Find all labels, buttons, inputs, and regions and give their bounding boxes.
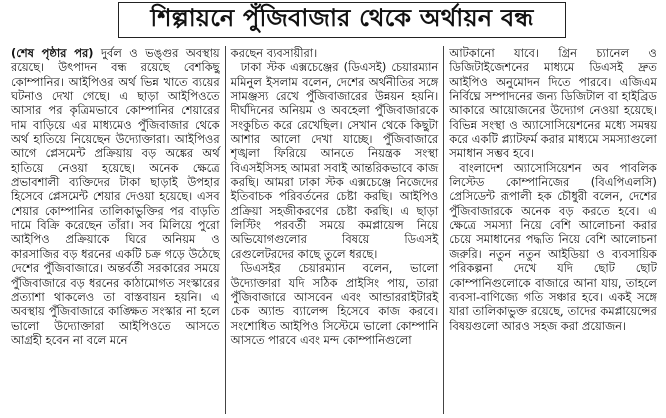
paragraph: ঢাকা স্টক এক্সচেঞ্জের (ডিএসই) চেয়ারম্যান মমিনুল ইসলাম বলেন, দেশের অর্থনীতির সঙ্গে সামঞ্জস্য রেখে পুঁজিবাজারের উন্নয়ন হয়নি। দীর্ঘদিনের অনিয়ম ও অবহেলা পুঁজিবাজারকে সংকুচিত করে রেখেছিল। সেখান থেকে কিছুটা আশার আলো দেখা যাচ্ছে। পুঁজিবাজারে শৃঙ্খলা ফিরিয়ে আনতে নিয়ন্ত্রক সংস্থা বিএসইসিসহ আমরা সবাই আন্তরিকভাবে কাজ করছি। আমরা ঢাকা স্টক এক্সচেঞ্জে নিজেদের ইতিবাচক পরিবর্তনের চেষ্টা করছি। আইপিও প্রক্রিয়া সহজীকরণের চেষ্টা করছি। এ ছাড়া লিস্টিং পরবর্তী সময়ে কমপ্লায়েন্স নিয়ে অভিযোগগুলোর বিষয়ে ডিএসই রেগুলেটরদের কাছে তুলে ধরছে। [230, 60, 439, 261]
headline: শিল্পায়নে পুঁজিবাজার থেকে অর্থায়ন বন্ধ [118, 2, 566, 38]
paragraph: করছেন ব্যবসায়ীরা। [230, 46, 318, 60]
column-1 [6, 46, 225, 414]
paragraph: বাংলাদেশ অ্যাসোসিয়েশন অব পাবলিক লিস্টেড কোম্পানিজের (বিএপিএলসি) প্রেসিডেন্ট রূপালী হক চৌধুরী বলেন, দেশের পুঁজিবাজারকে অনেক বড় করতে হবে। এ ক্ষেত্রে সমস্যা নিয়ে বেশি আলোচনা করার চেয়ে সমাধানের পদ্ধতি নিয়ে বেশি আলোচনা জরুরি। নতুন নতুন আইডিয়া ও ব্যবসায়িক পরিকল্পনা দেখে যদি ছোট ছোট কোম্পানিগুলোকে বাজারে আনা যায়, তাহলে ব্যবসা-বাণিজ্যে গতি সঞ্চার হবে। একই সঙ্গে যারা তালিকাভুক্ত রয়েছে, তাদের কমপ্লায়েন্সের বিষয়গুলো আরও সহজ করা প্রয়োজন। [449, 160, 657, 333]
continued-marker: (শেষ পৃষ্ঠার পর) [11, 46, 94, 60]
article-body [6, 46, 662, 414]
paragraph: আটকানো যাবে। গ্রিন চ্যানেল ও ডিজিটাইজেশনের মাধ্যমে ডিএসই দ্রুত আইপিও অনুমোদন দিতে পারবে। এজিএম নির্বিঘ্নে সম্পাদনের জন্য ডিজিটাল বা হাইব্রিড আকারে আয়োজনের উদ্যোগ নেওয়া হয়েছে। বিভিন্ন সংস্থা ও অ্যাসোসিয়েশনের মধ্যে সমন্বয় করে একটি প্ল্যাটফর্ম করার মাধ্যমে সমস্যাগুলো সমাধান সম্ভব হবে। [449, 46, 657, 161]
column-3 [443, 46, 662, 414]
paragraph-text: দুর্বল ও ভঙ্গুর অবস্থায় রয়েছে। উৎপাদন বন্ধ রয়েছে বেশকিছু কোম্পানির। আইপিওর অর্থ ভিন্ন খাতে ব্যয়ের ঘটনাও দেখা গেছে। এ ছাড়া আইপিওতে আসার পর কৃত্রিমভাবে কোম্পানির শেয়ারের দাম বাড়িয়ে এর মাধ্যমেও পুঁজিবাজার থেকে অর্থ হাতিয়ে নিয়েছেন উদ্যোক্তারা। আইপিওর আগে প্লেসমেন্ট প্রক্রিয়ায় বড় অঙ্কের অর্থ হাতিয়ে নেওয়া হয়েছে। অনেক ক্ষেত্রে প্রভাবশালী ব্যক্তিদের টাকা ছাড়াই উপহার হিসেবে প্লেসমেন্ট শেয়ার দেওয়া হয়েছে। এসব শেয়ার কোম্পানির তালিকাভুক্তির পর বাড়তি দামে বিক্রি করেছেন তাঁরা। সব মিলিয়ে পুরো আইপিও প্রক্রিয়াকে ঘিরে অনিয়ম ও কারসাজির বড় ধরনের একটি চক্র গড়ে উঠেছে দেশের পুঁজিবাজারে। অন্তর্বর্তী সরকারের সময়ে পুঁজিবাজারে বড় ধরনের কাঠামোগত সংস্কারের প্রত্যাশা থাকলেও তা বাস্তবায়ন হয়নি। এ অবস্থায় পুঁজিবাজারে কাঙ্ক্ষিত সংস্কার না হলে ভালো উদ্যোক্তারা আইপিওতে আসতে আগ্রহী হবেন না বলে মনে [11, 46, 220, 347]
paragraph [11, 46, 220, 347]
paragraph: ডিএসইর চেয়ারম্যান বলেন, ভালো উদ্যোক্তারা যদি সঠিক প্রাইসিং পায়, তারা পুঁজিবাজারে আসবেন এবং আন্ডাররাইটারই চেক অ্যান্ড ব্যালেন্স হিসেবে কাজ করবে। সংশোধিত আইপিও সিস্টেমে ভালো কোম্পানি আসতে পারবে এবং মন্দ কোম্পানিগুলো [230, 261, 439, 347]
column-2 [225, 46, 444, 414]
